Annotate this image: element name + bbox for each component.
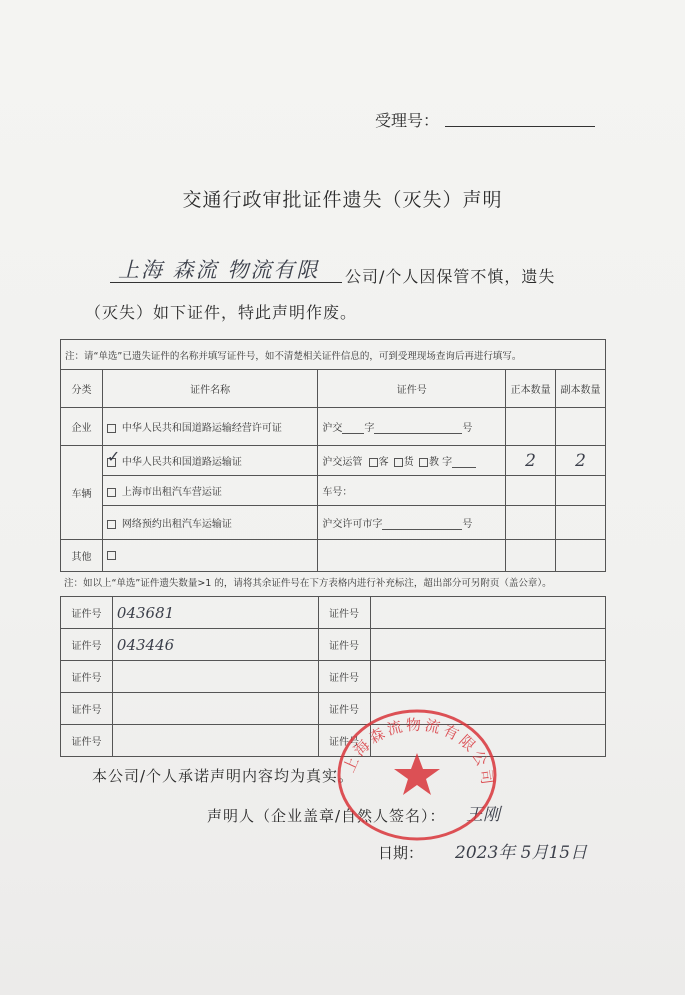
number-prefix: 沪交许可市字 — [322, 519, 383, 530]
table-note: 注：请“单选”已遗失证件的名称并填写证件号，如不清楚相关证件信息的，可到受理现场查询后再进行填写。 — [61, 340, 606, 370]
company-seal-stamp — [332, 705, 502, 845]
header-original-qty: 正本数量 — [506, 370, 556, 408]
checkbox[interactable] — [419, 458, 428, 467]
header-category: 分类 — [61, 370, 103, 408]
taxi-cert-cell[interactable] — [102, 476, 317, 506]
checkbox-checked[interactable] — [106, 446, 121, 467]
copy-qty-cell[interactable] — [556, 476, 606, 506]
original-qty-cell[interactable]: 2 — [506, 446, 556, 476]
checkbox[interactable] — [107, 551, 116, 560]
original-qty-cell[interactable] — [506, 506, 556, 540]
receipt-number-field — [445, 126, 595, 127]
number-suffix: 字 — [442, 457, 453, 468]
number-suffix: 号 — [462, 423, 473, 434]
extra-table-note: 注：如以上“单选”证件遗失数量>1 的，请将其余证件号在下方表格内进行补充标注，超出部分可另附页（盖公章）。 — [64, 578, 552, 589]
table-row — [61, 597, 606, 629]
number-field[interactable] — [342, 433, 364, 434]
cert-number-label: 证件号 — [318, 661, 370, 693]
date-label: 日期： — [378, 844, 424, 862]
enterprise-number-cell[interactable] — [318, 408, 506, 446]
number-suffix: 号 — [462, 519, 473, 530]
option-passenger: 客 — [378, 457, 389, 468]
table-row — [61, 506, 606, 540]
cert-number-value[interactable]: 043681 — [112, 597, 318, 629]
cert-number-value[interactable] — [370, 661, 605, 693]
option-cargo: 货 — [403, 457, 414, 468]
cert-number-label: 证件号 — [318, 629, 370, 661]
cert-number-value[interactable] — [370, 597, 605, 629]
copy-qty-cell[interactable] — [556, 540, 606, 572]
header-number: 证件号 — [318, 370, 506, 408]
number-prefix: 沪交 — [322, 423, 343, 434]
checkbox[interactable] — [107, 424, 116, 433]
cert-name: 上海市出租汽车营运证 — [121, 487, 222, 498]
table-row — [61, 540, 606, 572]
cert-number-label: 证件号 — [61, 693, 113, 725]
number-field[interactable] — [382, 529, 462, 530]
number-field[interactable] — [374, 433, 462, 434]
option-teach: 教 — [428, 457, 439, 468]
ride-hailing-number-cell[interactable] — [318, 506, 506, 540]
transport-cert-cell[interactable] — [102, 446, 317, 476]
table-row — [61, 476, 606, 506]
header-name: 证件名称 — [102, 370, 317, 408]
company-name-field — [110, 282, 342, 283]
category-other: 其他 — [61, 540, 103, 572]
copy-qty-cell[interactable] — [556, 408, 606, 446]
number-prefix: 沪交运管 — [322, 457, 363, 468]
statement-line-1: 公司/个人因保管不慎，遗失 — [345, 267, 556, 286]
statement-line-2: （灭失）如下证件，特此声明作废。 — [85, 303, 358, 322]
checkbox[interactable] — [107, 488, 116, 497]
cert-number-label: 证件号 — [61, 629, 113, 661]
cert-number-value[interactable] — [112, 725, 318, 757]
header-copy-qty: 副本数量 — [556, 370, 606, 408]
cert-number-value[interactable] — [370, 629, 605, 661]
cert-name: 网络预约出租汽车运输证 — [121, 519, 232, 530]
number-prefix: 车号： — [322, 487, 353, 498]
cert-number-label: 证件号 — [61, 597, 113, 629]
enterprise-cert-cell[interactable] — [102, 408, 317, 446]
company-name-handwritten: 上海 森流 物流有限 — [118, 258, 320, 282]
declarant-signature: 王刚 — [466, 805, 500, 825]
checkbox[interactable] — [369, 458, 378, 467]
number-field[interactable] — [452, 467, 476, 468]
cert-number-label: 证件号 — [318, 597, 370, 629]
cert-name: 中华人民共和国道路运输经营许可证 — [121, 423, 282, 434]
table-row — [61, 661, 606, 693]
certificate-table — [60, 339, 606, 572]
copy-qty-cell[interactable]: 2 — [556, 446, 606, 476]
other-cert-cell[interactable] — [102, 540, 317, 572]
original-qty-cell[interactable] — [506, 540, 556, 572]
original-qty-cell[interactable] — [506, 476, 556, 506]
cert-number-label: 证件号 — [318, 725, 370, 757]
checkmark-icon: ✓ — [106, 446, 121, 466]
promise-text: 本公司/个人承诺声明内容均为真实。 — [92, 767, 355, 785]
receipt-number-label: 受理号： — [375, 111, 440, 130]
table-row — [61, 629, 606, 661]
checkbox[interactable] — [107, 520, 116, 529]
number-mid: 字 — [364, 423, 375, 434]
page-title: 交通行政审批证件遗失（灭失）声明 — [182, 189, 503, 211]
cert-number-label: 证件号 — [61, 661, 113, 693]
copy-qty-cell[interactable] — [556, 506, 606, 540]
checkbox[interactable] — [394, 458, 403, 467]
date-handwritten: 2023年 5月15日 — [455, 843, 588, 863]
svg-text:上海森流物流有限公司: 上海森流物流有限公司 — [339, 715, 497, 789]
cert-name: 中华人民共和国道路运输证 — [121, 457, 242, 468]
category-vehicle: 车辆 — [61, 446, 103, 540]
transport-number-cell[interactable] — [318, 446, 506, 476]
cert-number-value[interactable]: 043446 — [112, 629, 318, 661]
other-number-cell[interactable] — [318, 540, 506, 572]
cert-number-label: 证件号 — [61, 725, 113, 757]
cert-number-label: 证件号 — [318, 693, 370, 725]
original-qty-cell[interactable] — [506, 408, 556, 446]
table-row — [61, 446, 606, 476]
category-enterprise: 企业 — [61, 408, 103, 446]
cert-number-value[interactable] — [112, 693, 318, 725]
taxi-number-cell[interactable] — [318, 476, 506, 506]
cert-number-value[interactable] — [112, 661, 318, 693]
table-row — [61, 408, 606, 446]
ride-hailing-cert-cell[interactable] — [102, 506, 317, 540]
declarant-label: 声明人（企业盖章/自然人签名）： — [207, 807, 446, 825]
